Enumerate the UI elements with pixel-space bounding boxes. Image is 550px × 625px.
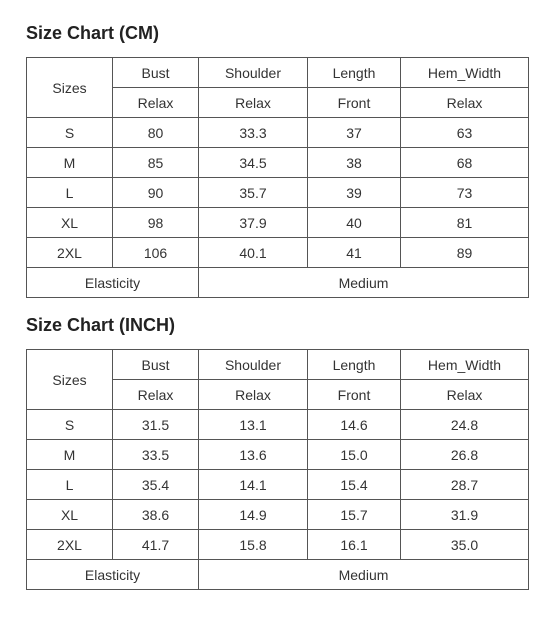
- table-row: [27, 440, 529, 470]
- hem-width-subheader: Relax: [401, 380, 529, 410]
- size-chart-inch-table: [26, 349, 529, 590]
- elasticity-value: Medium: [199, 560, 529, 590]
- table-row: [27, 530, 529, 560]
- hem-width-header: Hem_Width: [401, 58, 529, 88]
- size-cell: XL: [27, 500, 113, 530]
- hem-width-cell: 31.9: [401, 500, 529, 530]
- size-chart-cm-table: [26, 57, 529, 298]
- hem-width-cell: 35.0: [401, 530, 529, 560]
- shoulder-cell: 13.1: [199, 410, 308, 440]
- length-header: Length: [308, 350, 401, 380]
- length-cell: 40: [308, 208, 401, 238]
- shoulder-cell: 33.3: [199, 118, 308, 148]
- shoulder-header: Shoulder: [199, 58, 308, 88]
- elasticity-value: Medium: [199, 268, 529, 298]
- length-cell: 41: [308, 238, 401, 268]
- length-cell: 16.1: [308, 530, 401, 560]
- table-row: [27, 208, 529, 238]
- sizes-header: Sizes: [27, 350, 113, 410]
- size-chart-inch-title: Size Chart (INCH): [26, 315, 176, 335]
- hem-width-cell: 63: [401, 118, 529, 148]
- shoulder-header: Shoulder: [199, 350, 308, 380]
- shoulder-cell: 13.6: [199, 440, 308, 470]
- table-row: [27, 148, 529, 178]
- bust-header: Bust: [113, 350, 199, 380]
- shoulder-subheader: Relax: [199, 380, 308, 410]
- shoulder-cell: 37.9: [199, 208, 308, 238]
- length-cell: 14.6: [308, 410, 401, 440]
- hem-width-cell: 28.7: [401, 470, 529, 500]
- table-row: [27, 410, 529, 440]
- bust-cell: 38.6: [113, 500, 199, 530]
- size-cell: M: [27, 148, 113, 178]
- size-cell: L: [27, 470, 113, 500]
- length-cell: 15.0: [308, 440, 401, 470]
- bust-cell: 98: [113, 208, 199, 238]
- size-cell: S: [27, 118, 113, 148]
- hem-width-cell: 26.8: [401, 440, 529, 470]
- sizes-header: Sizes: [27, 58, 113, 118]
- length-cell: 15.7: [308, 500, 401, 530]
- size-cell: M: [27, 440, 113, 470]
- bust-cell: 85: [113, 148, 199, 178]
- bust-subheader: Relax: [113, 88, 199, 118]
- bust-cell: 90: [113, 178, 199, 208]
- bust-cell: 41.7: [113, 530, 199, 560]
- shoulder-cell: 40.1: [199, 238, 308, 268]
- length-cell: 15.4: [308, 470, 401, 500]
- shoulder-subheader: Relax: [199, 88, 308, 118]
- shoulder-cell: 34.5: [199, 148, 308, 178]
- elasticity-row: [27, 560, 529, 590]
- table-row: [27, 118, 529, 148]
- size-cell: 2XL: [27, 530, 113, 560]
- table-header-row: [27, 58, 529, 88]
- shoulder-cell: 14.9: [199, 500, 308, 530]
- elasticity-label: Elasticity: [27, 268, 199, 298]
- hem-width-cell: 73: [401, 178, 529, 208]
- table-row: [27, 500, 529, 530]
- hem-width-subheader: Relax: [401, 88, 529, 118]
- elasticity-row: [27, 268, 529, 298]
- bust-cell: 80: [113, 118, 199, 148]
- shoulder-cell: 35.7: [199, 178, 308, 208]
- hem-width-cell: 89: [401, 238, 529, 268]
- size-cell: 2XL: [27, 238, 113, 268]
- hem-width-cell: 24.8: [401, 410, 529, 440]
- size-cell: XL: [27, 208, 113, 238]
- shoulder-cell: 14.1: [199, 470, 308, 500]
- table-row: [27, 238, 529, 268]
- size-cell: S: [27, 410, 113, 440]
- length-header: Length: [308, 58, 401, 88]
- table-row: [27, 470, 529, 500]
- size-cell: L: [27, 178, 113, 208]
- bust-header: Bust: [113, 58, 199, 88]
- table-header-row: [27, 350, 529, 380]
- length-subheader: Front: [308, 380, 401, 410]
- length-cell: 39: [308, 178, 401, 208]
- elasticity-label: Elasticity: [27, 560, 199, 590]
- shoulder-cell: 15.8: [199, 530, 308, 560]
- length-subheader: Front: [308, 88, 401, 118]
- bust-cell: 31.5: [113, 410, 199, 440]
- bust-subheader: Relax: [113, 380, 199, 410]
- length-cell: 38: [308, 148, 401, 178]
- table-row: [27, 178, 529, 208]
- length-cell: 37: [308, 118, 401, 148]
- size-chart-cm-title: Size Chart (CM): [26, 23, 160, 43]
- hem-width-header: Hem_Width: [401, 350, 529, 380]
- hem-width-cell: 68: [401, 148, 529, 178]
- bust-cell: 35.4: [113, 470, 199, 500]
- hem-width-cell: 81: [401, 208, 529, 238]
- bust-cell: 106: [113, 238, 199, 268]
- bust-cell: 33.5: [113, 440, 199, 470]
